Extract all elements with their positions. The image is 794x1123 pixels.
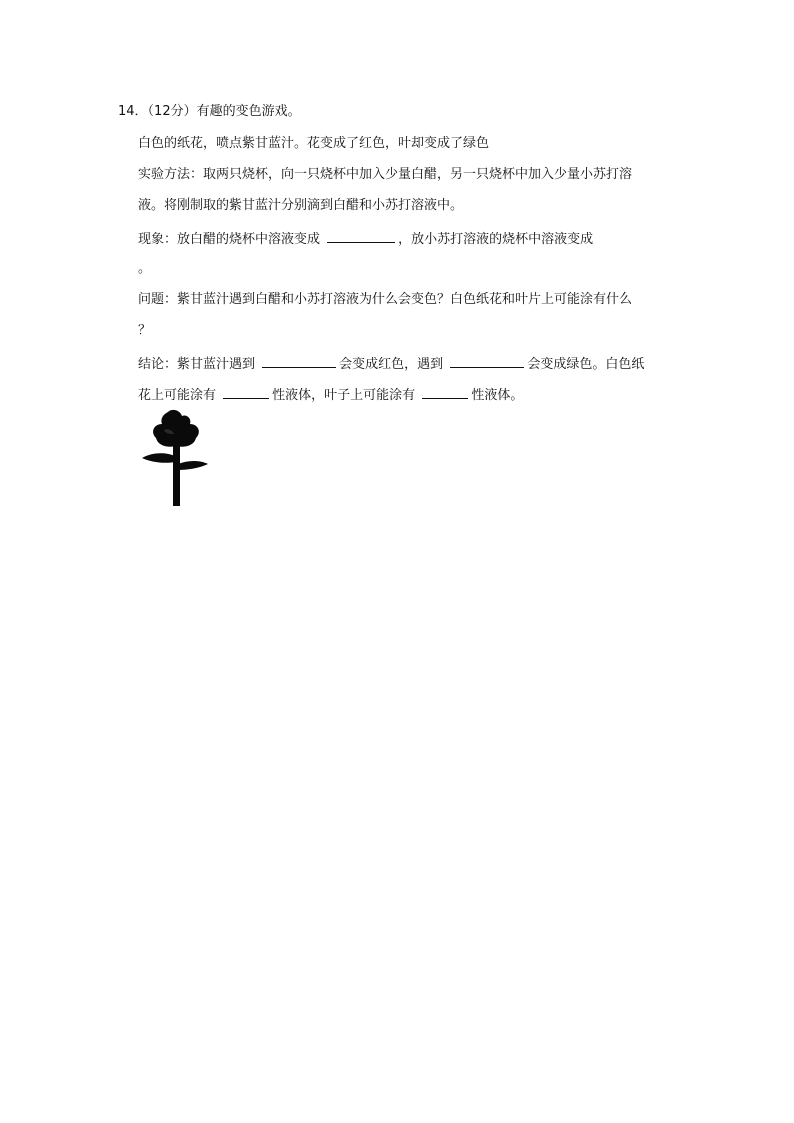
- conclusion-text-1: 结论：紫甘蓝汁遇到: [138, 357, 256, 372]
- answer-blank-leaf-liquid[interactable]: [422, 386, 468, 399]
- method-line-2: 液。将刚制取的紫甘蓝汁分别滴到白醋和小苏打溶液中。: [138, 198, 464, 213]
- conclusion-text-2: 会变成红色，遇到: [339, 357, 444, 372]
- question-header: [118, 104, 301, 120]
- phenomenon-line: [138, 230, 593, 248]
- answer-blank-green-substance[interactable]: [450, 355, 524, 368]
- conclusion-line-1: [138, 355, 644, 373]
- phenomenon-end: 。: [138, 261, 152, 276]
- answer-blank-vinegar-color[interactable]: [327, 230, 395, 243]
- conclusion-text-6: 性液体。: [471, 388, 524, 403]
- question-score: （12分）: [147, 104, 197, 119]
- flower-silhouette-icon: [138, 408, 212, 510]
- flower-figure: [138, 408, 212, 510]
- phenomenon-text-2: ，放小苏打溶液的烧杯中溶液变成: [398, 232, 594, 247]
- method-line-1: 实验方法：取两只烧杯，向一只烧杯中加入少量白醋，另一只烧杯中加入少量小苏打溶: [138, 167, 633, 182]
- conclusion-line-2: [138, 386, 523, 404]
- problem-end: ？: [138, 323, 152, 338]
- question-title: 有趣的变色游戏。: [196, 104, 301, 119]
- conclusion-text-4: 花上可能涂有: [138, 388, 217, 403]
- answer-blank-flower-liquid[interactable]: [223, 386, 269, 399]
- answer-blank-red-substance[interactable]: [262, 355, 336, 368]
- conclusion-text-3: 会变成绿色。白色纸: [527, 357, 645, 372]
- phenomenon-text-1: 现象：放白醋的烧杯中溶液变成: [138, 232, 321, 247]
- conclusion-text-5: 性液体，叶子上可能涂有: [272, 388, 416, 403]
- intro-text: 白色的纸花，喷点紫甘蓝汁。花变成了红色，叶却变成了绿色: [138, 136, 490, 151]
- problem-line-1: 问题：紫甘蓝汁遇到白醋和小苏打溶液为什么会变色？白色纸花和叶片上可能涂有什么: [138, 292, 633, 307]
- question-number: 14．: [118, 104, 148, 119]
